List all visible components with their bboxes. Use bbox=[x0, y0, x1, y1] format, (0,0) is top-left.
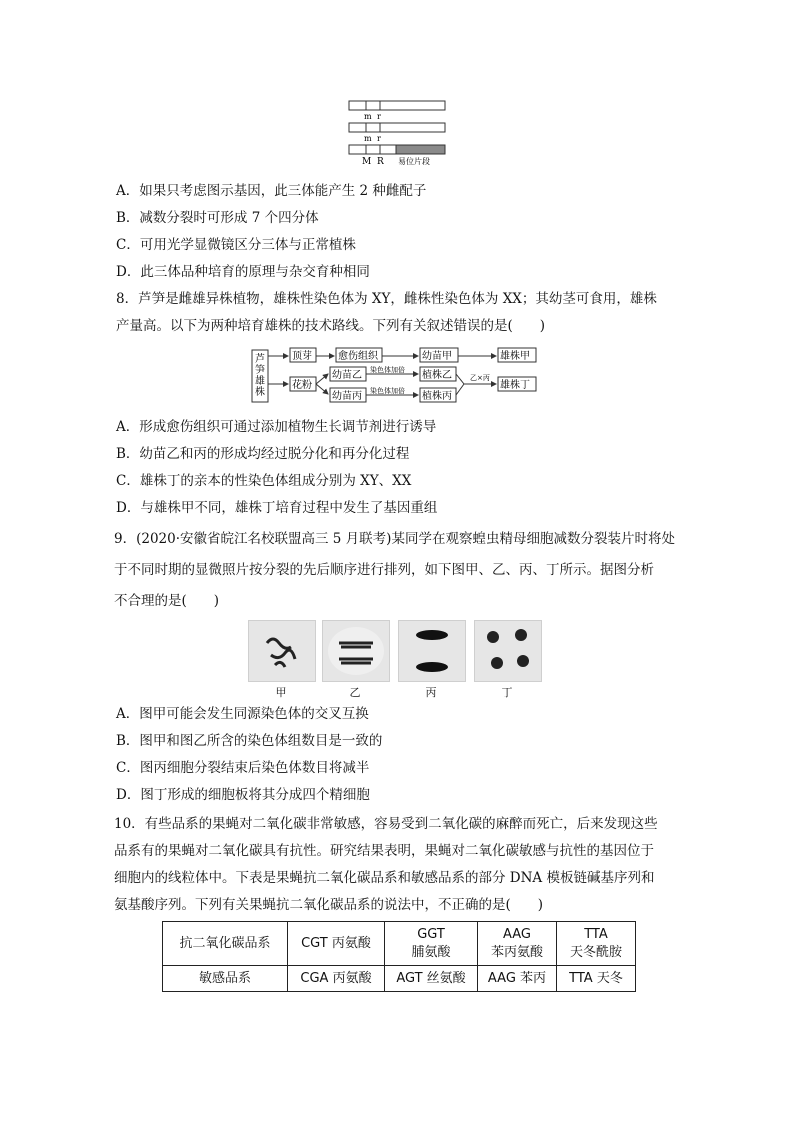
label-male-a: 雄株甲 bbox=[500, 351, 530, 362]
label-cross: 乙×丙 bbox=[470, 374, 490, 382]
start-char-3: 雄 bbox=[255, 376, 265, 387]
q8-stem-line1: 8．芦笋是雌雄异株植物，雄株性染色体为 XY，雌株性染色体为 XX；其幼茎可食用，雄株 bbox=[116, 291, 657, 307]
micrograph-jia bbox=[248, 620, 316, 682]
cell-resistant-strain: 抗二氧化碳品系 bbox=[163, 922, 288, 966]
q8-stem-line2: 产量高。以下为两种培育雄株的技术路线。下列有关叙述错误的是( ) bbox=[116, 318, 546, 334]
label-top-bud: 顶芽 bbox=[292, 351, 312, 362]
chromosome-2 bbox=[349, 123, 445, 132]
q8-option-c: C．雄株丁的亲本的性染色体组成分别为 XY、XX bbox=[116, 473, 412, 489]
label-ding: 丁 bbox=[501, 686, 513, 699]
q7-option-a: A．如果只考虑图示基因，此三体能产生 2 种雌配子 bbox=[116, 183, 427, 199]
gene-label-m2: m bbox=[364, 134, 372, 143]
cell-r1-c4-aa: 天冬酰胺 bbox=[569, 944, 622, 960]
label-seedling-a: 幼苗甲 bbox=[422, 351, 452, 362]
cell-r1-c4 bbox=[557, 922, 636, 966]
label-male-d: 雄株丁 bbox=[500, 380, 530, 391]
micrograph-ding bbox=[474, 620, 542, 682]
cell-r1-c2-aa: 脯氨酸 bbox=[411, 944, 451, 960]
chromosome-figure bbox=[348, 100, 458, 168]
q7-option-d: D．此三体品种培育的原理与杂交育种相同 bbox=[116, 264, 370, 280]
gene-label-R: R bbox=[377, 157, 384, 167]
label-plant-c: 植株丙 bbox=[422, 391, 452, 402]
q7-option-b: B．减数分裂时可形成 7 个四分体 bbox=[116, 210, 319, 226]
q9-stem-line2: 于不同时期的显微照片按分裂的先后顺序进行排列，如下图甲、乙、丙、丁所示。据图分析 bbox=[114, 562, 654, 578]
cell-r1-c2 bbox=[385, 922, 478, 966]
label-yi: 乙 bbox=[349, 686, 361, 699]
micrograph-yi bbox=[322, 620, 390, 682]
q9-option-b: B．图甲和图乙所含的染色体组数目是一致的 bbox=[116, 733, 383, 749]
q10-stem-line4: 氨基酸序列。下列有关果蝇抗二氧化碳品系的说法中，不正确的是( ) bbox=[114, 897, 544, 913]
label-bing: 丙 bbox=[425, 686, 437, 699]
gene-sequence-table bbox=[162, 921, 636, 992]
table-row bbox=[163, 922, 636, 966]
cell-r1-c4-codon: TTA bbox=[584, 926, 608, 942]
q7-option-c: C．可用光学显微镜区分三体与正常植株 bbox=[116, 237, 356, 253]
cell-r1-c3 bbox=[478, 922, 557, 966]
chromosome-3 bbox=[349, 145, 445, 154]
cell-r1-c3-codon: AAG bbox=[503, 926, 531, 942]
micrograph-panel bbox=[248, 620, 548, 700]
cell-r1-c2-codon: GGT bbox=[417, 926, 445, 942]
start-char-2: 笋 bbox=[255, 365, 265, 376]
label-pollen: 花粉 bbox=[292, 380, 312, 391]
label-doubling-1: 染色体加倍 bbox=[370, 366, 405, 374]
translocation-label: 易位片段 bbox=[398, 157, 430, 166]
q10-stem-line1: 10．有些品系的果蝇对二氧化碳非常敏感，容易受到二氧化碳的麻醉而死亡，后来发现这些 bbox=[114, 816, 658, 832]
table-row bbox=[163, 966, 636, 992]
cell-r2-c2: AGT 丝氨酸 bbox=[385, 966, 478, 992]
q9-option-d: D．图丁形成的细胞板将其分成四个精细胞 bbox=[116, 787, 370, 803]
label-seedling-b: 幼苗乙 bbox=[332, 370, 362, 381]
label-seedling-c: 幼苗丙 bbox=[332, 391, 362, 402]
q9-stem-line3: 不合理的是( ) bbox=[114, 593, 220, 609]
cell-r2-c4: TTA 天冬 bbox=[557, 966, 636, 992]
cell-r1-c3-aa: 苯丙氨酸 bbox=[490, 944, 543, 960]
chromosome-1 bbox=[349, 101, 445, 110]
gene-label-M: M bbox=[362, 157, 372, 167]
q8-option-a: A．形成愈伤组织可通过添加植物生长调节剂进行诱导 bbox=[116, 419, 437, 435]
q8-option-d: D．与雄株甲不同，雄株丁培育过程中发生了基因重组 bbox=[116, 500, 438, 516]
cell-r2-c1: CGA 丙氨酸 bbox=[288, 966, 385, 992]
cell-r2-c3: AAG 苯丙 bbox=[478, 966, 557, 992]
q10-stem-line3: 细胞内的线粒体中。下表是果蝇抗二氧化碳品系和敏感品系的部分 DNA 模板链碱基序列和 bbox=[114, 870, 655, 886]
q8-option-b: B．幼苗乙和丙的形成均经过脱分化和再分化过程 bbox=[116, 446, 410, 462]
label-jia: 甲 bbox=[275, 686, 287, 699]
start-char-4: 株 bbox=[255, 387, 265, 398]
q10-stem-line2: 品系有的果蝇对二氧化碳具有抗性。研究结果表明，果蝇对二氧化碳敏感与抗性的基因位于 bbox=[114, 843, 654, 859]
label-callus: 愈伤组织 bbox=[338, 351, 378, 362]
breeding-flowchart bbox=[250, 346, 550, 406]
start-char-1: 芦 bbox=[255, 354, 265, 365]
label-plant-b: 植株乙 bbox=[422, 370, 452, 381]
label-doubling-2: 染色体加倍 bbox=[370, 387, 405, 395]
gene-label-r2: r bbox=[377, 134, 381, 143]
gene-label-r1: r bbox=[377, 112, 381, 121]
q9-stem-line1: 9．(2020·安徽省皖江名校联盟高三 5 月联考)某同学在观察蝗虫精母细胞减数分裂装片时将处 bbox=[114, 531, 675, 547]
cell-sensitive-strain: 敏感品系 bbox=[163, 966, 288, 992]
cell-r1-c1: CGT 丙氨酸 bbox=[288, 922, 385, 966]
q9-option-c: C．图丙细胞分裂结束后染色体数目将减半 bbox=[116, 760, 370, 776]
gene-label-m1: m bbox=[364, 112, 372, 121]
q9-option-a: A．图甲可能会发生同源染色体的交叉互换 bbox=[116, 706, 369, 722]
micrograph-bing bbox=[398, 620, 466, 682]
